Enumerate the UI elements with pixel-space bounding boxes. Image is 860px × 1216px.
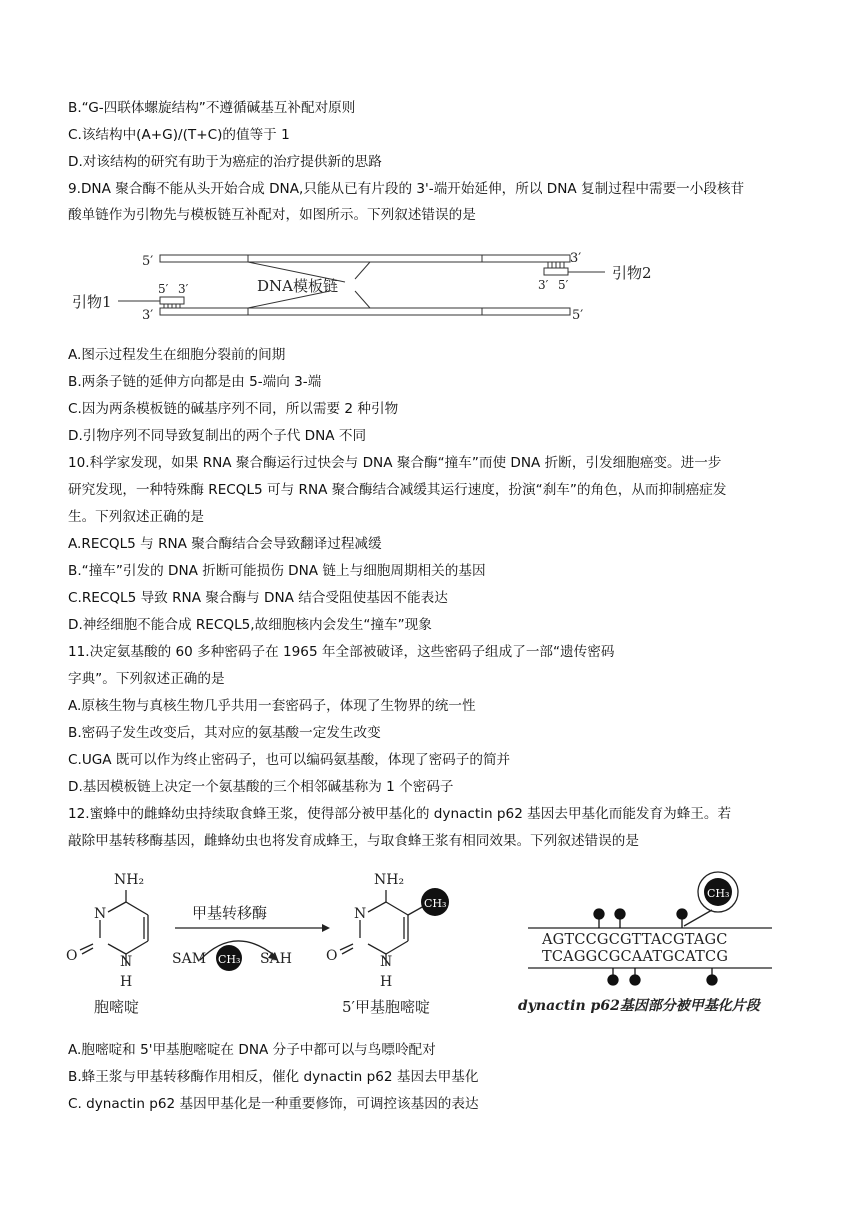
fragment-caption: dynactin p62基因部分被甲基化片段 xyxy=(518,998,760,1014)
q12-stem-line2: 敲除甲基转移酶基因，雌蜂幼虫也将发育成蜂王，与取食蜂王浆有相同效果。下列叙述错误的是 xyxy=(68,833,639,849)
sam-label: SAM xyxy=(172,951,207,967)
q9-option-d: D.引物序列不同导致复制出的两个子代 DNA 不同 xyxy=(68,428,367,444)
q10-option-b: B.“撞车”引发的 DNA 折断可能损伤 DNA 链上与细胞周期相关的基因 xyxy=(68,563,486,579)
q12-option-b: B.蜂王浆与甲基转移酶作用相反，催化 dynactin p62 基因去甲基化 xyxy=(68,1069,479,1085)
sequence-top: AGTCCGCGTTACGTAGC xyxy=(542,932,728,948)
primer2-label: 引物2 xyxy=(612,264,652,282)
q10-option-c: C.RECQL5 导致 RNA 聚合酶与 DNA 结合受阻使基因不能表达 xyxy=(68,590,448,606)
sah-label: SAH xyxy=(260,951,292,967)
dna-replication-figure xyxy=(70,245,690,330)
methyl-ch3: CH₃ xyxy=(424,897,447,910)
cytosine-h: H xyxy=(120,974,133,990)
q11-option-b: B.密码子发生改变后，其对应的氨基酸一定发生改变 xyxy=(68,725,381,741)
q11-option-d: D.基因模板链上决定一个氨基酸的三个相邻碱基称为 1 个密码子 xyxy=(68,779,454,795)
cytosine-n3: N xyxy=(94,906,107,922)
top-strand-3prime: 3′ xyxy=(570,251,582,266)
template-strand-label: DNA模板链 xyxy=(257,277,338,295)
q8-option-b: B.“G-四联体螺旋结构”不遵循碱基互补配对原则 xyxy=(68,100,356,116)
q11-stem-line2: 字典”。下列叙述正确的是 xyxy=(68,671,225,687)
methylcytosine-nh2: NH₂ xyxy=(374,872,405,888)
q8-option-d: D.对该结构的研究有助于为癌症的治疗提供新的思路 xyxy=(68,154,382,170)
methylcytosine-n3: N xyxy=(354,906,367,922)
cytosine-label: 胞嘧啶 xyxy=(94,998,140,1016)
sam-ch3: CH₃ xyxy=(218,953,241,966)
q9-stem-line2: 酸单链作为引物先与模板链互补配对，如图所示。下列叙述错误的是 xyxy=(68,207,476,223)
q12-stem-line1: 12.蜜蜂中的雌蜂幼虫持续取食蜂王浆，使得部分被甲基化的 dynactin p62 基因去甲基化而能发育为蜂王。若 xyxy=(68,806,732,822)
methylcytosine-h: H xyxy=(380,974,393,990)
q9-option-a: A.图示过程发生在细胞分裂前的间期 xyxy=(68,347,286,363)
q12-option-c: C. dynactin p62 基因甲基化是一种重要修饰，可调控该基因的表达 xyxy=(68,1096,479,1112)
q9-stem-line1: 9.DNA 聚合酶不能从头开始合成 DNA,只能从已有片段的 3'-端开始延伸，所以 DNA 复制过程中需要一小段核苷 xyxy=(68,181,745,197)
methylcytosine-n1: N xyxy=(380,954,393,970)
primer2-3prime: 3′ xyxy=(538,278,549,292)
q9-option-b: B.两条子链的延伸方向都是由 5-端向 3-端 xyxy=(68,374,322,390)
cytosine-o: O xyxy=(66,948,78,964)
bottom-strand-3prime: 3′ xyxy=(142,308,154,323)
q11-option-a: A.原核生物与真核生物几乎共用一套密码子，体现了生物界的统一性 xyxy=(68,698,476,714)
methylcytosine-o: O xyxy=(326,948,338,964)
methylcytosine-label: 5′甲基胞嘧啶 xyxy=(342,998,430,1016)
q10-stem-line3: 生。下列叙述正确的是 xyxy=(68,509,204,525)
cytosine-n1: N xyxy=(120,954,133,970)
enzyme-label: 甲基转移酶 xyxy=(192,904,268,922)
primer1-3prime: 3′ xyxy=(178,282,189,296)
top-strand-5prime: 5′ xyxy=(142,254,154,269)
q11-stem-line1: 11.决定氨基酸的 60 多种密码子在 1965 年全部被破译，这些密码子组成了一部“遗传密码 xyxy=(68,644,615,660)
q8-option-c: C.该结构中(A+G)/(T+C)的值等于 1 xyxy=(68,127,290,143)
sequence-bottom: TCAGGCGCAATGCATCG xyxy=(542,949,729,965)
bottom-strand-5prime: 5′ xyxy=(572,308,584,323)
q11-option-c: C.UGA 既可以作为终止密码子，也可以编码氨基酸，体现了密码子的简并 xyxy=(68,752,511,768)
primer1-5prime: 5′ xyxy=(158,282,169,296)
q12-option-a: A.胞嘧啶和 5'甲基胞嘧啶在 DNA 分子中都可以与鸟嘌呤配对 xyxy=(68,1042,436,1058)
fragment-ch3: CH₃ xyxy=(707,887,730,900)
cytosine-nh2: NH₂ xyxy=(114,872,145,888)
q10-option-d: D.神经细胞不能合成 RECQL5,故细胞核内会发生“撞车”现象 xyxy=(68,617,432,633)
q10-stem-line2: 研究发现，一种特殊酶 RECQL5 可与 RNA 聚合酶结合减缓其运行速度，扮演“刹车”的角色，从而抑制癌症发 xyxy=(68,482,727,498)
q9-option-c: C.因为两条模板链的碱基序列不同，所以需要 2 种引物 xyxy=(68,401,399,417)
q10-stem-line1: 10.科学家发现，如果 RNA 聚合酶运行过快会与 DNA 聚合酶“撞车”而使 DNA 折断，引发细胞癌变。进一步 xyxy=(68,455,722,471)
q10-option-a: A.RECQL5 与 RNA 聚合酶结合会导致翻译过程减缓 xyxy=(68,536,382,552)
methylation-figure xyxy=(60,862,800,1032)
primer1-label: 引物1 xyxy=(72,293,112,311)
primer2-5prime: 5′ xyxy=(558,278,569,292)
